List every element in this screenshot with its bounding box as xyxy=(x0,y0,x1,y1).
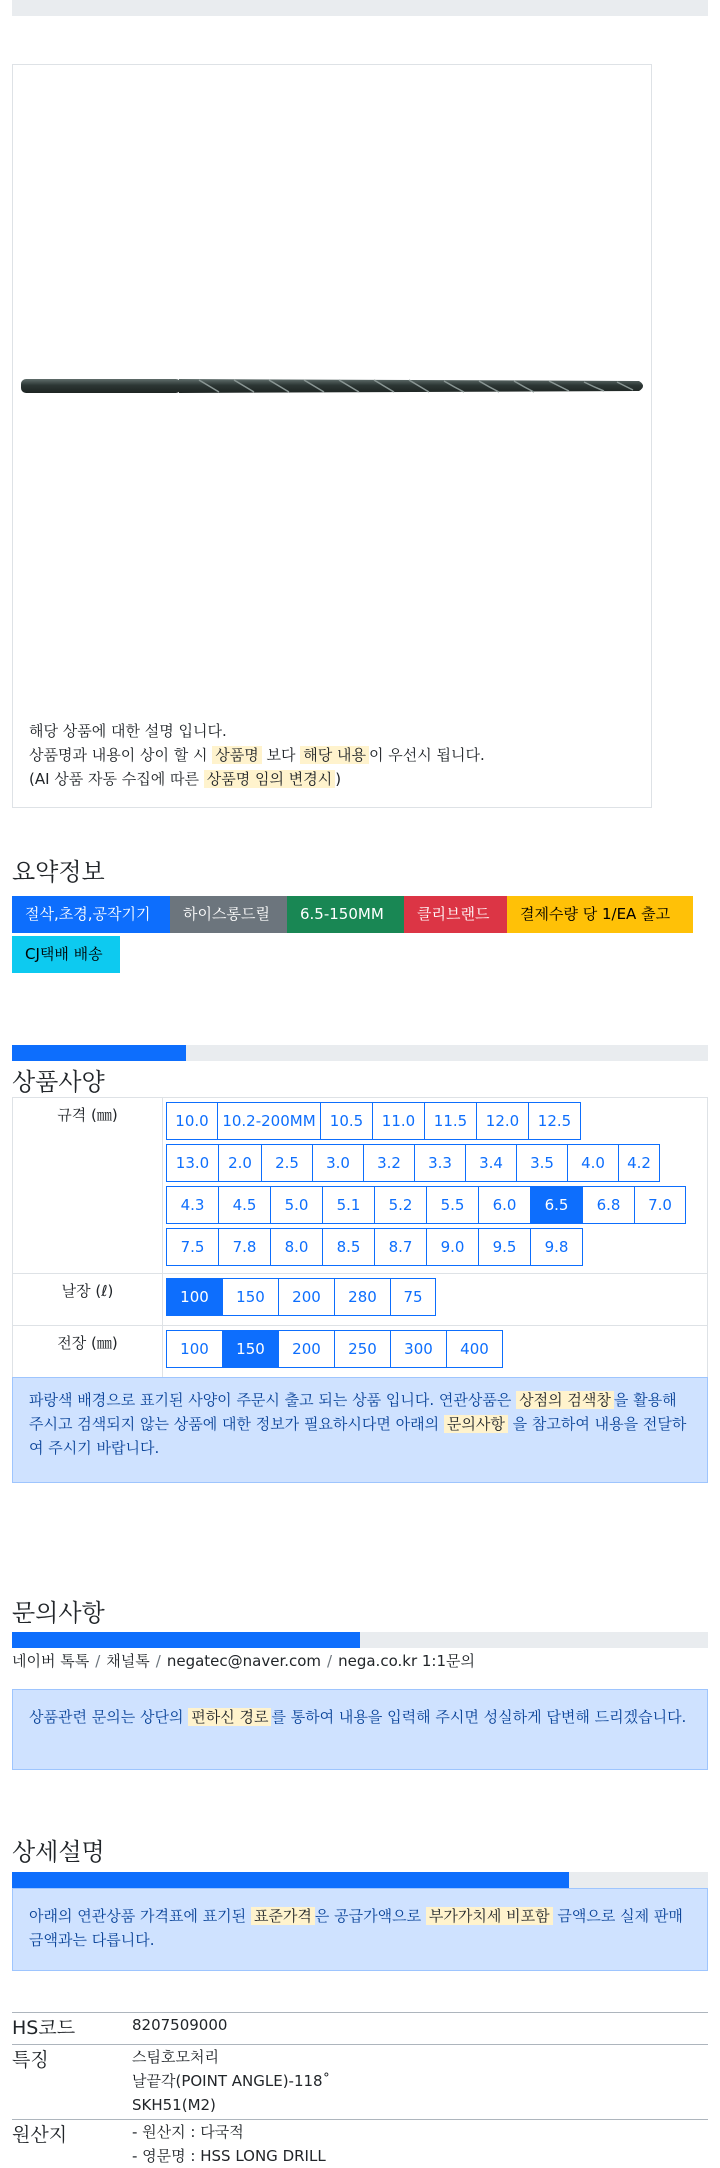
contact-email[interactable]: negatec@naver.com xyxy=(167,1652,321,1670)
info-label-feature: 특징 xyxy=(12,2045,132,2120)
option-250[interactable]: 250 xyxy=(334,1330,391,1368)
option-150-selected[interactable]: 150 xyxy=(222,1330,279,1368)
badge-delivery: CJ택배 배송 xyxy=(12,936,120,973)
info-row-feature xyxy=(12,2045,708,2120)
option-9.5[interactable]: 9.5 xyxy=(478,1228,531,1266)
option-3.4[interactable]: 3.4 xyxy=(465,1144,517,1182)
option-5.1[interactable]: 5.1 xyxy=(322,1186,375,1224)
product-description xyxy=(29,719,485,791)
spec-label-total-length: 전장 (㎜) xyxy=(13,1326,163,1378)
origin-line: - 영문명 : HSS LONG DRILL xyxy=(132,2144,708,2168)
feature-line: 날끝각(POINT ANGLE)-118˚ xyxy=(132,2069,708,2093)
separator: / xyxy=(89,1652,106,1670)
option-280[interactable]: 280 xyxy=(334,1278,391,1316)
option-200[interactable]: 200 xyxy=(278,1330,335,1368)
info-value-origin xyxy=(132,2120,708,2168)
notice-text: 을 활용해 주시고 검색되지 않는 상품에 대한 정보가 필요하시다면 아래의 xyxy=(29,1391,677,1433)
option-4.0[interactable]: 4.0 xyxy=(567,1144,619,1182)
spec-label-flute-length: 날장 (ℓ) xyxy=(13,1274,163,1326)
separator: / xyxy=(150,1652,167,1670)
option-9.0[interactable]: 9.0 xyxy=(426,1228,479,1266)
drill-bit-image xyxy=(19,371,647,401)
desc-text: (AI 상품 자동 수집에 따른 xyxy=(29,770,204,788)
spec-options-flute-length xyxy=(163,1274,708,1326)
badge-brand: 클리브랜드 xyxy=(404,896,507,933)
detail-progress-fill xyxy=(12,1872,569,1888)
spec-options-total-length xyxy=(163,1326,708,1378)
option-3.0[interactable]: 3.0 xyxy=(312,1144,364,1182)
contact-channel-talk[interactable]: 채널톡 xyxy=(106,1652,149,1670)
top-progress-bar xyxy=(12,0,708,16)
option-3.3[interactable]: 3.3 xyxy=(414,1144,466,1182)
info-value-hs: 8207509000 xyxy=(132,2013,708,2045)
detail-progress-bar xyxy=(12,1872,708,1888)
option-4.5[interactable]: 4.5 xyxy=(218,1186,271,1224)
inquiry-progress-fill xyxy=(12,1632,360,1648)
info-label-origin: 원산지 xyxy=(12,2120,132,2168)
option-row xyxy=(166,1330,707,1368)
option-6.8[interactable]: 6.8 xyxy=(582,1186,635,1224)
contact-naver-talk[interactable]: 네이버 톡톡 xyxy=(12,1652,89,1670)
inquiry-title: 문의사항 xyxy=(12,1593,105,1628)
option-5.5[interactable]: 5.5 xyxy=(426,1186,479,1224)
option-11.0[interactable]: 11.0 xyxy=(372,1102,425,1140)
info-label-hs: HS코드 xyxy=(12,2013,132,2045)
info-value-feature xyxy=(132,2045,708,2120)
highlight-vat-excluded: 부가가치세 비포함 xyxy=(426,1907,553,1925)
option-8.7[interactable]: 8.7 xyxy=(374,1228,427,1266)
notice-text: 상품관련 문의는 상단의 xyxy=(29,1708,188,1726)
spec-progress-fill xyxy=(12,1045,186,1061)
info-row-origin xyxy=(12,2120,708,2168)
spec-title: 상품사양 xyxy=(12,1062,105,1097)
option-3.2[interactable]: 3.2 xyxy=(363,1144,415,1182)
option-7.8[interactable]: 7.8 xyxy=(218,1228,271,1266)
notice-text: 아래의 연관상품 가격표에 표기된 xyxy=(29,1907,251,1925)
notice-text: 은 공급가액으로 xyxy=(315,1907,426,1925)
badge-category: 절삭,초경,공작기기 xyxy=(12,896,170,933)
highlight-route: 편하신 경로 xyxy=(188,1708,271,1726)
option-6.0[interactable]: 6.0 xyxy=(478,1186,531,1224)
spec-progress-bar xyxy=(12,1045,708,1061)
highlight-inquiry: 문의사항 xyxy=(444,1415,508,1433)
option-row xyxy=(166,1228,707,1266)
product-info-table xyxy=(12,2012,708,2168)
highlight-search-box: 상점의 검색창 xyxy=(516,1391,614,1409)
option-2.5[interactable]: 2.5 xyxy=(261,1144,313,1182)
badge-type: 하이스롱드릴 xyxy=(170,896,287,933)
option-200[interactable]: 200 xyxy=(278,1278,335,1316)
option-12.0[interactable]: 12.0 xyxy=(476,1102,529,1140)
inquiry-progress-bar xyxy=(12,1632,708,1648)
spec-row-flute-length xyxy=(13,1274,708,1326)
highlight-standard-price: 표준가격 xyxy=(251,1907,315,1925)
origin-line: - 원산지 : 다국적 xyxy=(132,2120,708,2144)
notice-text: 을 참고하여 내용을 전달하여 주시기 바랍니다. xyxy=(29,1415,686,1457)
option-3.5[interactable]: 3.5 xyxy=(516,1144,568,1182)
option-10.0[interactable]: 10.0 xyxy=(166,1102,218,1140)
badge-shipping-qty: 결제수량 당 1/EA 출고 xyxy=(507,896,693,933)
option-row xyxy=(166,1278,707,1316)
inquiry-notice xyxy=(12,1689,708,1770)
notice-text: 금액으로 실제 판매금액과는 다릅니다. xyxy=(29,1907,683,1949)
option-13.0[interactable]: 13.0 xyxy=(166,1144,219,1182)
option-11.5[interactable]: 11.5 xyxy=(424,1102,477,1140)
option-8.0[interactable]: 8.0 xyxy=(270,1228,323,1266)
notice-text: 를 통하여 내용을 입력해 주시면 성실하게 답변해 드리겠습니다. xyxy=(271,1708,686,1726)
spec-label-size: 규격 (㎜) xyxy=(13,1098,163,1274)
option-4.2[interactable]: 4.2 xyxy=(618,1144,660,1182)
desc-text: 보다 xyxy=(262,746,301,764)
option-4.3[interactable]: 4.3 xyxy=(166,1186,219,1224)
summary-title: 요약정보 xyxy=(12,852,105,887)
spec-options-size xyxy=(163,1098,708,1274)
badge-size: 6.5-150MM xyxy=(287,896,404,933)
option-400[interactable]: 400 xyxy=(446,1330,503,1368)
desc-line-1: 해당 상품에 대한 설명 입니다. xyxy=(29,719,485,743)
detail-notice xyxy=(12,1888,708,1971)
feature-line: 스팀호모처리 xyxy=(132,2045,708,2069)
option-300[interactable]: 300 xyxy=(390,1330,447,1368)
spec-row-total-length xyxy=(13,1326,708,1378)
desc-text: 이 우선시 됩니다. xyxy=(369,746,485,764)
option-5.0[interactable]: 5.0 xyxy=(270,1186,323,1224)
option-7.0[interactable]: 7.0 xyxy=(634,1186,686,1224)
option-100[interactable]: 100 xyxy=(166,1330,223,1368)
highlight-content: 해당 내용 xyxy=(300,746,369,764)
option-12.5[interactable]: 12.5 xyxy=(528,1102,581,1140)
option-7.5[interactable]: 7.5 xyxy=(166,1228,219,1266)
feature-line: SKH51(M2) xyxy=(132,2093,708,2117)
contact-site-inquiry[interactable]: nega.co.kr 1:1문의 xyxy=(338,1652,475,1670)
highlight-name-change: 상품명 임의 변경시 xyxy=(204,770,335,788)
option-5.2[interactable]: 5.2 xyxy=(374,1186,427,1224)
option-2.0[interactable]: 2.0 xyxy=(218,1144,262,1182)
option-9.8[interactable]: 9.8 xyxy=(530,1228,583,1266)
option-6.5-selected[interactable]: 6.5 xyxy=(530,1186,583,1224)
detail-title: 상세설명 xyxy=(12,1832,105,1867)
option-8.5[interactable]: 8.5 xyxy=(322,1228,375,1266)
option-row xyxy=(166,1186,707,1224)
option-10.5[interactable]: 10.5 xyxy=(320,1102,373,1140)
notice-text: 파랑색 배경으로 표기된 사양이 주문시 출고 되는 상품 입니다. 연관상품은 xyxy=(29,1391,516,1409)
option-75[interactable]: 75 xyxy=(390,1278,436,1316)
highlight-product-name: 상품명 xyxy=(212,746,261,764)
desc-text: ) xyxy=(335,770,341,788)
desc-line-2 xyxy=(29,743,485,767)
contact-channels xyxy=(12,1650,475,1671)
spec-row-size xyxy=(13,1098,708,1274)
desc-text: 상품명과 내용이 상이 할 시 xyxy=(29,746,212,764)
spec-table xyxy=(12,1097,708,1378)
product-image-panel xyxy=(12,64,652,808)
separator: / xyxy=(321,1652,338,1670)
option-10.2-200mm[interactable]: 10.2-200MM xyxy=(217,1102,321,1140)
option-row xyxy=(166,1144,707,1182)
option-100-selected[interactable]: 100 xyxy=(166,1278,223,1316)
desc-line-3 xyxy=(29,767,485,791)
option-row xyxy=(166,1102,707,1140)
option-150[interactable]: 150 xyxy=(222,1278,279,1316)
spec-notice xyxy=(12,1377,708,1483)
info-row-hs xyxy=(12,2013,708,2045)
